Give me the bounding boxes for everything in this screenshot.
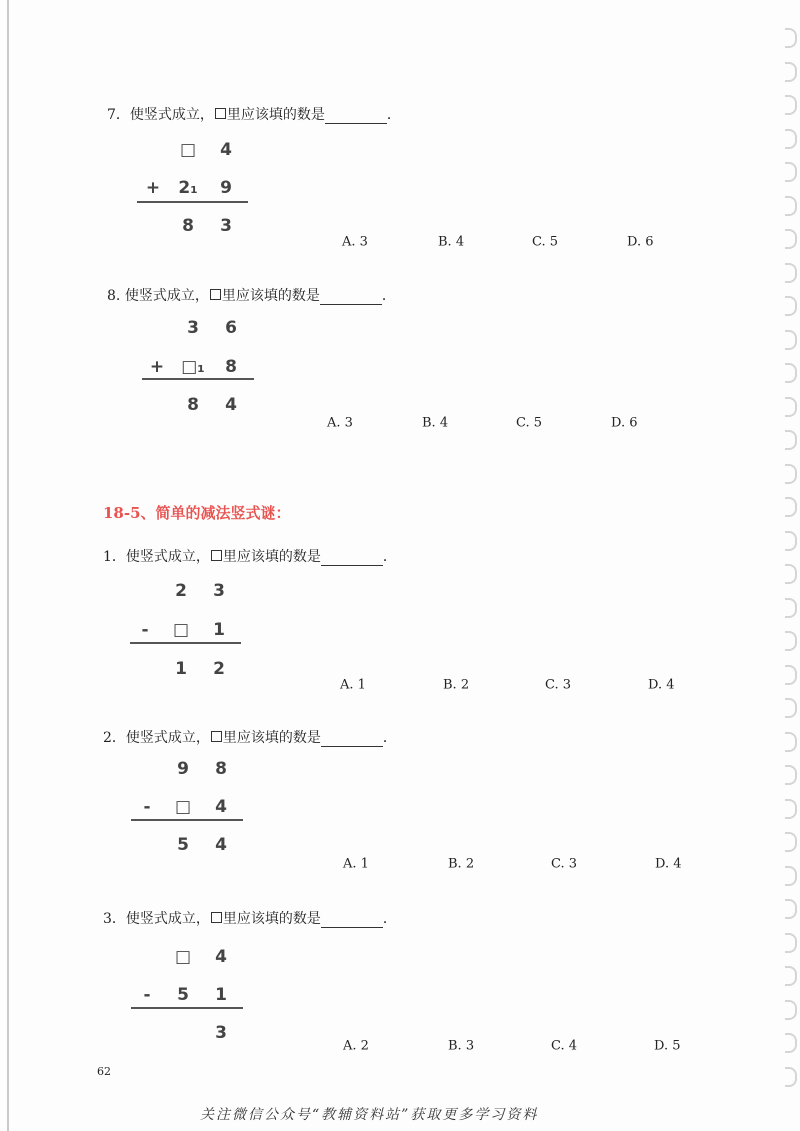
digit: 1 (213, 620, 225, 640)
box-icon (215, 108, 226, 119)
binding-hole-icon (785, 296, 797, 316)
question-prefix: ．使竖式成立， (111, 911, 210, 927)
option-d[interactable]: D. 5 (654, 1038, 681, 1054)
question-prefix: . 使竖式成立， (115, 288, 209, 304)
option-a[interactable]: A. 3 (342, 234, 368, 250)
digit: 1 (215, 985, 227, 1005)
digit: □ (179, 140, 197, 160)
option-b[interactable]: B. 4 (438, 234, 465, 250)
digit: 4 (220, 140, 232, 160)
digit: □ (174, 797, 192, 817)
option-c[interactable]: C. 5 (516, 415, 543, 431)
digit: 2 (175, 581, 187, 601)
option-a[interactable]: A. 1 (343, 856, 369, 872)
question-prefix: ．使竖式成立， (111, 730, 210, 746)
sum-line (131, 819, 243, 821)
box-icon (211, 550, 222, 561)
digit: 3 (187, 318, 199, 338)
binding-hole-icon (785, 229, 797, 249)
binding-hole-icon (785, 497, 797, 517)
option-a[interactable]: A. 1 (340, 677, 366, 693)
question-text (103, 908, 397, 928)
option-b[interactable]: B. 2 (443, 677, 470, 693)
digit: 4 (215, 835, 227, 855)
digit: 1 (175, 659, 187, 679)
answer-blank[interactable] (321, 913, 383, 928)
option-c[interactable]: C. 5 (532, 234, 559, 250)
digit: 3 (215, 1023, 227, 1043)
option-d[interactable]: D. 4 (655, 856, 682, 872)
binding-hole-icon (785, 397, 797, 417)
sum-line (142, 378, 254, 380)
sum-line (137, 201, 248, 203)
option-b[interactable]: B. 4 (422, 415, 449, 431)
page-number: 62 (97, 1065, 111, 1078)
option-d[interactable]: D. 6 (627, 234, 654, 250)
binding-hole-icon (785, 832, 797, 852)
question-number: 8 (107, 288, 116, 304)
binding-hole-icon (785, 196, 797, 216)
question-suffix: 里应该填的数是 (222, 730, 321, 746)
option-c[interactable]: C. 3 (545, 677, 572, 693)
question-text (107, 285, 396, 305)
page-edge (7, 0, 9, 1131)
binding-hole-icon (785, 799, 797, 819)
option-b[interactable]: B. 3 (448, 1038, 475, 1054)
question-end: ． (382, 730, 397, 746)
section-heading: 18-5、简单的减法竖式谜： (103, 504, 291, 522)
question-prefix: ．使竖式成立， (111, 549, 210, 565)
option-a[interactable]: A. 3 (327, 415, 353, 431)
binding-hole-icon (785, 732, 797, 752)
digit: 2₁ (178, 178, 198, 198)
binding-hole-icon (785, 765, 797, 785)
binding-hole-icon (785, 464, 797, 484)
digit: 8 (182, 216, 194, 236)
box-icon (211, 912, 222, 923)
binding-hole-icon (785, 933, 797, 953)
digit: + (149, 357, 165, 377)
answer-blank[interactable] (321, 732, 383, 747)
binding-hole-icon (785, 162, 797, 182)
digit: + (145, 178, 161, 198)
question-end: ． (386, 107, 401, 123)
question-end: ． (382, 549, 397, 565)
question-number: 1 (103, 549, 112, 565)
question-number: 3 (103, 911, 112, 927)
question-number: 2 (103, 730, 112, 746)
binding-hole-icon (785, 28, 797, 48)
digit: 5 (177, 835, 189, 855)
binding-hole-icon (785, 129, 797, 149)
digit: 8 (187, 395, 199, 415)
binding-hole-icon (785, 899, 797, 919)
box-icon (210, 289, 221, 300)
digit: - (143, 985, 151, 1005)
digit: 3 (220, 216, 232, 236)
digit: 8 (215, 759, 227, 779)
digit: □ (172, 620, 190, 640)
binding-hole-icon (785, 95, 797, 115)
binding-hole-icon (785, 564, 797, 584)
binding-hole-icon (785, 598, 797, 618)
question-text (103, 546, 397, 566)
digit: □₁ (181, 357, 205, 377)
option-d[interactable]: D. 6 (611, 415, 638, 431)
digit: 9 (220, 178, 232, 198)
binding-hole-icon (785, 1033, 797, 1053)
sum-line (130, 642, 241, 644)
option-b[interactable]: B. 2 (448, 856, 475, 872)
binding-hole-icon (785, 698, 797, 718)
digit: 3 (213, 581, 225, 601)
question-suffix: 里应该填的数是 (222, 911, 321, 927)
binding-hole-icon (785, 430, 797, 450)
question-suffix: 里应该填的数是 (222, 549, 321, 565)
option-a[interactable]: A. 2 (343, 1038, 369, 1054)
question-text (107, 104, 401, 124)
digit: 4 (215, 947, 227, 967)
option-c[interactable]: C. 4 (551, 1038, 578, 1054)
binding-hole-icon (785, 363, 797, 383)
option-c[interactable]: C. 3 (551, 856, 578, 872)
digit: 6 (225, 318, 237, 338)
binding-hole-icon (785, 966, 797, 986)
binding-hole-icon (785, 263, 797, 283)
digit: - (141, 620, 149, 640)
question-suffix: 里应该填的数是 (226, 107, 325, 123)
question-prefix: ．使竖式成立， (115, 107, 214, 123)
question-suffix: 里应该填的数是 (221, 288, 320, 304)
digit: - (143, 797, 151, 817)
question-text (103, 727, 397, 747)
binding-hole-icon (785, 631, 797, 651)
answer-blank[interactable] (325, 109, 387, 124)
question-number: 7 (107, 107, 116, 123)
binding-hole-icon (785, 866, 797, 886)
digit: 5 (177, 985, 189, 1005)
binding-hole-icon (785, 1067, 797, 1087)
binding-hole-icon (785, 1000, 797, 1020)
binding-hole-icon (785, 62, 797, 82)
question-end: ． (382, 911, 397, 927)
footer-note: 关注微信公众号“教辅资料站”获取更多学习资料 (200, 1107, 539, 1123)
binding-hole-icon (785, 330, 797, 350)
answer-blank[interactable] (320, 290, 382, 305)
box-icon (211, 731, 222, 742)
binding-hole-icon (785, 665, 797, 685)
question-end: ． (381, 288, 396, 304)
sum-line (131, 1007, 243, 1009)
binding-hole-icon (785, 531, 797, 551)
digit: 4 (225, 395, 237, 415)
digit: 2 (213, 659, 225, 679)
digit: 9 (177, 759, 189, 779)
digit: 4 (215, 797, 227, 817)
digit: □ (174, 947, 192, 967)
answer-blank[interactable] (321, 551, 383, 566)
digit: 8 (225, 357, 237, 377)
option-d[interactable]: D. 4 (648, 677, 675, 693)
